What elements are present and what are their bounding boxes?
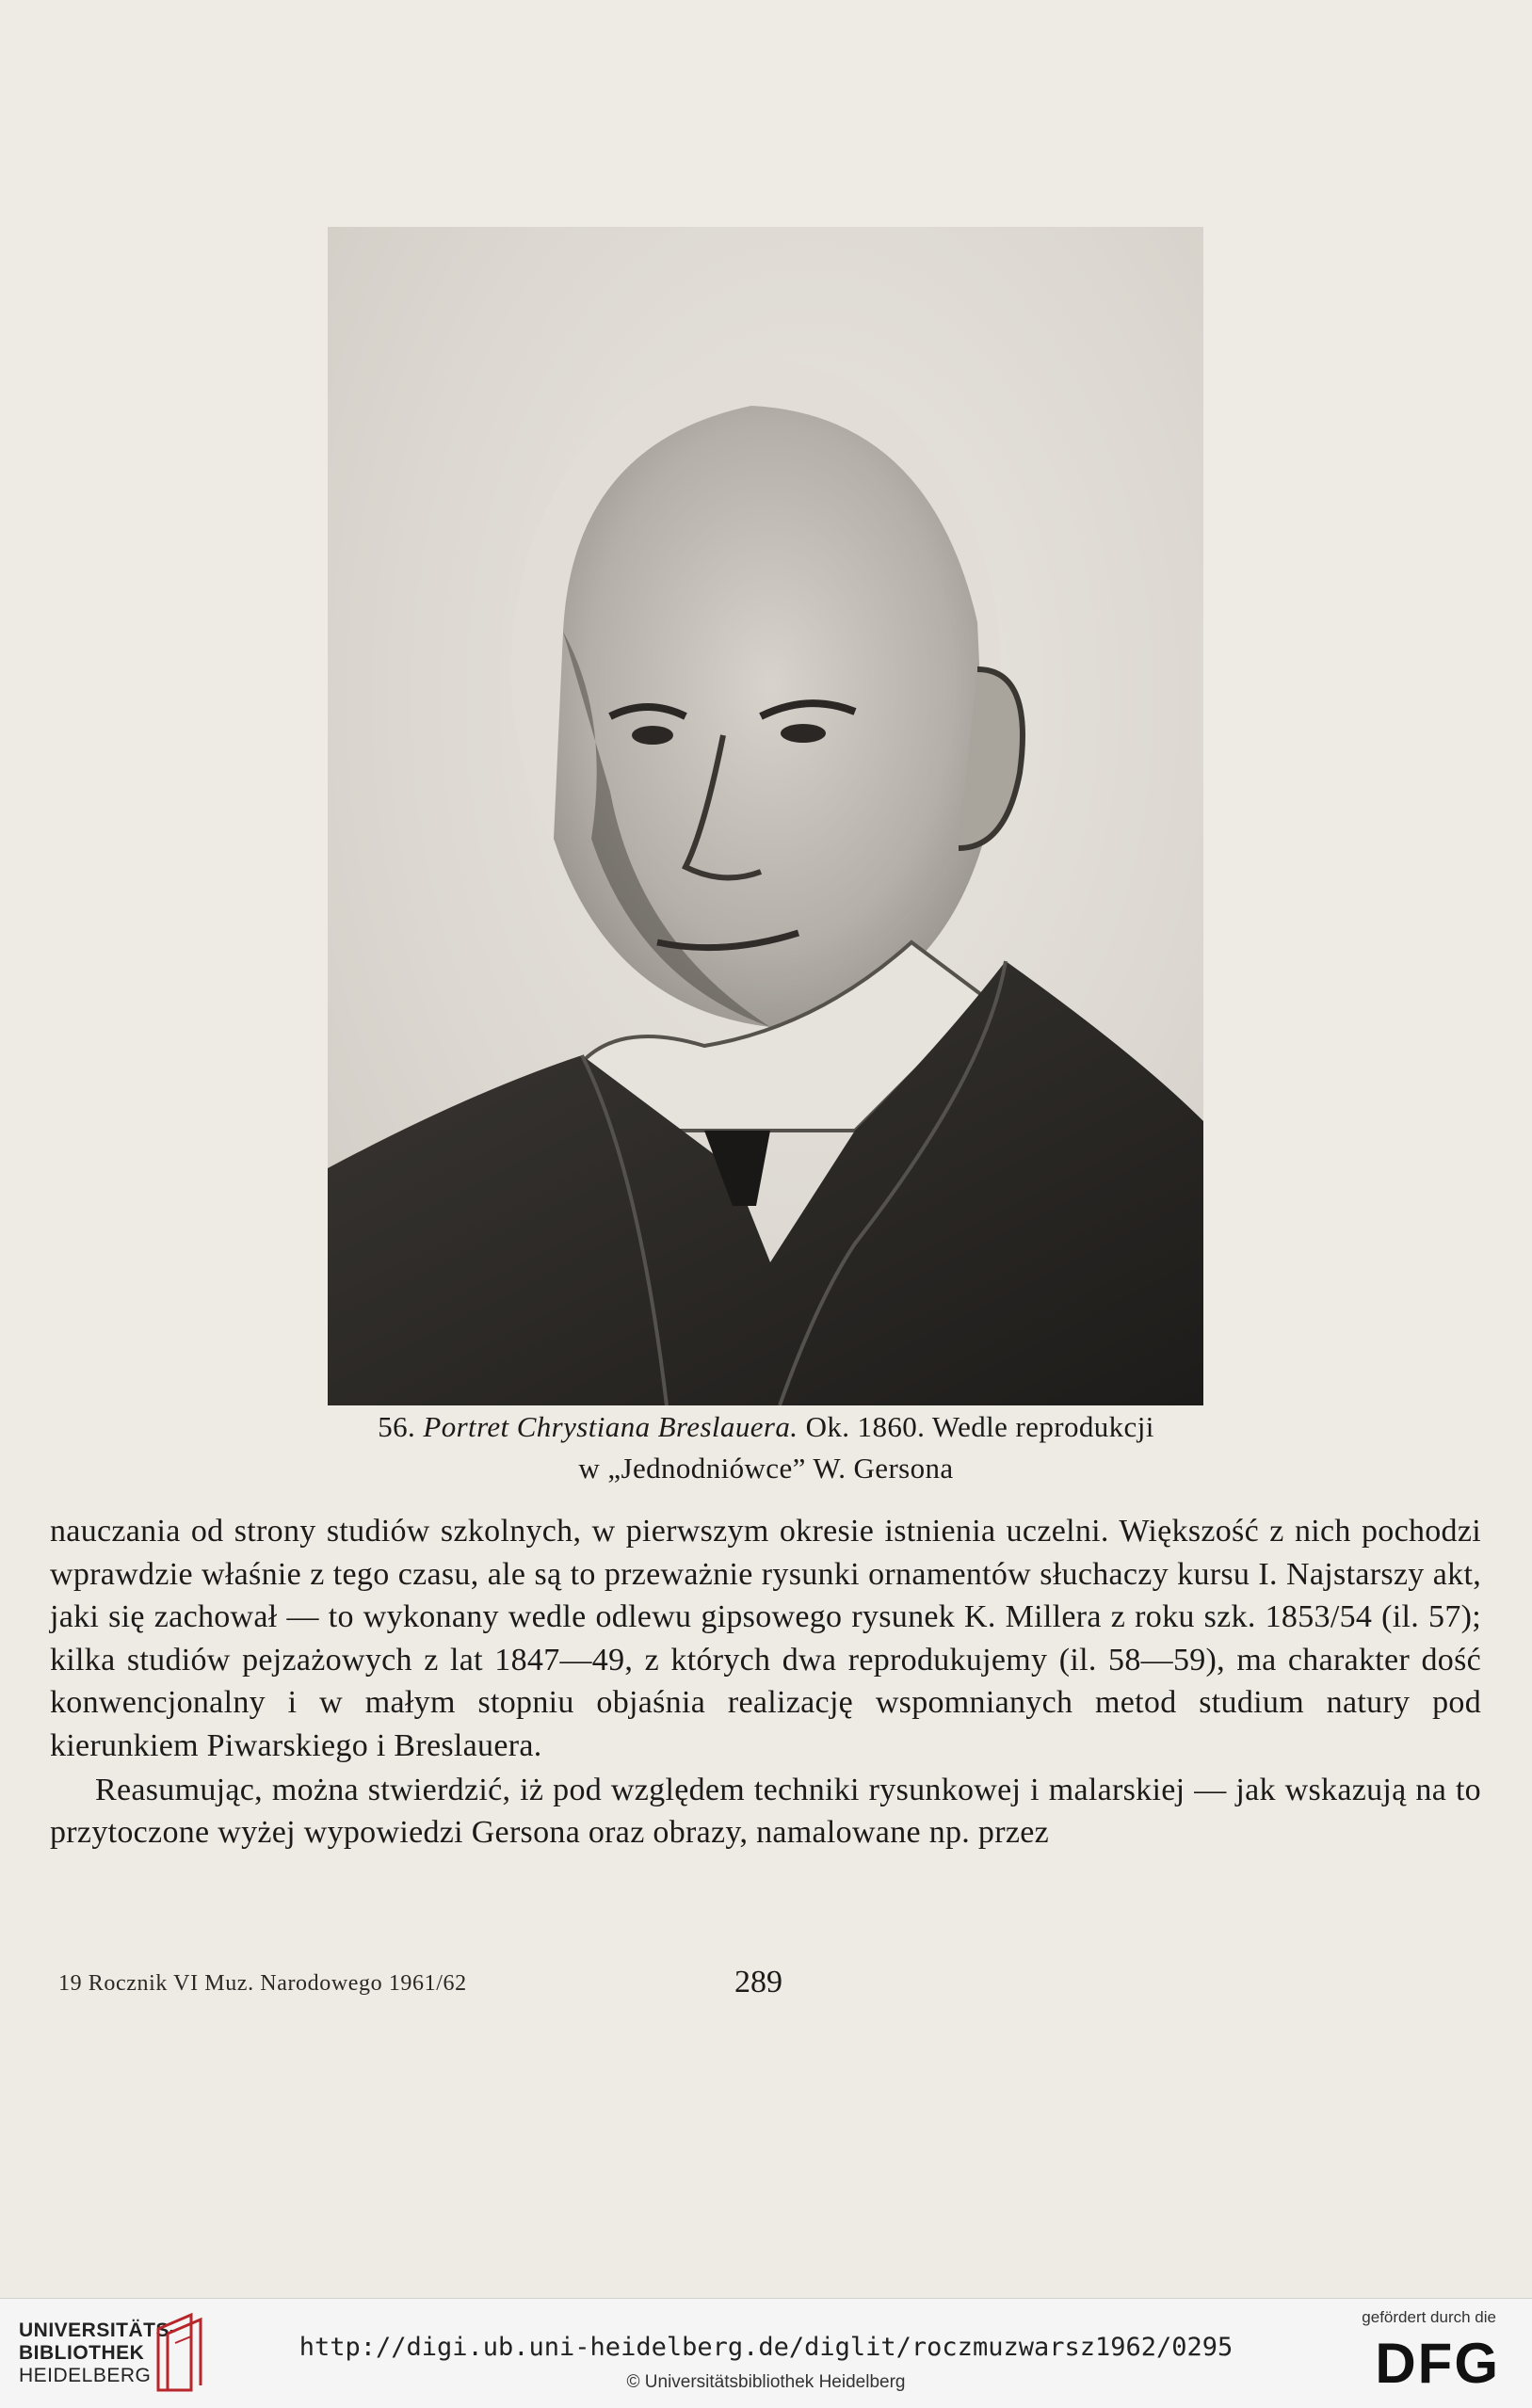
portrait-engraving [328,227,1203,1405]
dfg-logo[interactable]: DFG [1375,2332,1500,2395]
paragraph: Reasumując, można stwierdzić, iż pod względem techniki rysunkowej i malarskiej — jak wskazują na to przytoczone wyżej wypowiedzi Gersona oraz obrazy, namalowane np. przez [50,1772,1481,1851]
funding-note: gefördert durch die [1362,2308,1496,2326]
paragraph: nauczania od strony studiów szkolnych, w pierwszym okresie istnienia uczelni. Większość z nich pochodzi wprawdzie właśnie z tego czasu, ale są to przeważnie rysunki ornamentów słuchaczy kursu I. Najstarszy akt, jaki się zachował — to wykonany wedle odlewu gipsowego rysunek K. Millera z roku szk. 1853/54 (il. 57); kilka studiów pejzażowych z lat 1847—49, z których dwa reprodukujemy (il. 58—59), ma charakter dość konwencjonalny i w małym stopniu objaśnia realizację wspomnianych metod studium natury pod kierunkiem Piwarskiego i Breslauera. [50,1514,1481,1763]
body-text [50,1510,1481,1854]
caption-title: Portret Chrystiana Breslauera. [423,1410,798,1443]
library-footer-bar [0,2298,1532,2408]
logo-line: BIBLIOTHEK [19,2342,145,2364]
page-number: 289 [734,1965,782,1999]
portrait-illustration [328,227,1203,1405]
caption-rest: Ok. 1860. Wedle reprodukcji [805,1410,1154,1443]
figure-caption-line-2: w „Jednodniówce” W. Gersona [578,1452,954,1485]
document-url-link[interactable]: http://digi.ub.uni-heidelberg.de/diglit/roczmuzwarsz1962/0295 [298,2333,1234,2362]
logo-line: UNIVERSITÄTS- [19,2320,177,2341]
logo-line: HEIDELBERG [19,2365,152,2386]
caption-number: 56. [378,1410,416,1443]
figure-caption-line-1 [0,1410,1532,1444]
printer-signature: 19 Rocznik VI Muz. Narodowego 1961/62 [58,1971,467,1996]
copyright-notice: © Universitätsbibliothek Heidelberg [626,2372,906,2392]
